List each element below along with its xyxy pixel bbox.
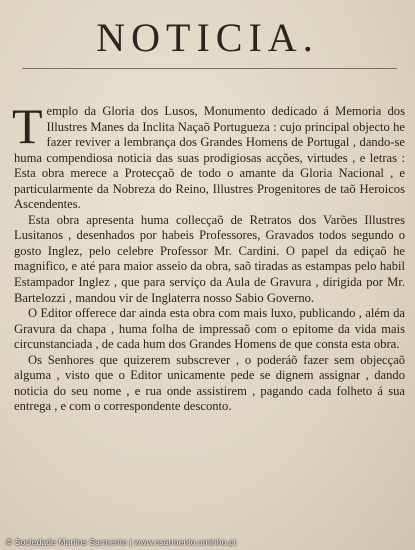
paragraph-3: O Editor offerece dar ainda esta obra com mais luxo, publicando , além da Gravura da chapa , huma folha de impressaõ com o epitome da vida mais circunstanciada , de cada hum dos Grandes Homens de que consta esta obra. bbox=[14, 306, 405, 352]
paragraph-2: Esta obra apresenta huma collecçaõ de Retratos dos Varões Illustres Lusitanos , desenhados por habeis Professores, Gravados todos segundo o gosto Inglez, pelo celebre Professor Mr. Cardini. O papel da ediçaõ he magnifico, e até para maior asseio da obra, saõ tiradas as estampas pelo habil Estampador Inglez , que para serviço da Aula de Gravura , dirigida por Mr. Bartelozzi , mandou vir de Inglaterra nosso Sabio Governo. bbox=[14, 212, 405, 305]
paragraph-4: Os Senhores que quizerem subscrever , o poderáõ fazer sem objecçaõ alguma , visto que o Editor unicamente pede se dignem assignar , dando noticia do seu nome , e rua onde assistirem , pagando cada folheto á sua entrega , e com o correspondente desconto. bbox=[14, 352, 405, 414]
paragraph-1-text: emplo da Gloria dos Lusos, Monumento dedicado á Memoria dos Illustres Manes da Inclita Naçaõ Portugueza : cujo principal objecto he fazer reviver a lembrança dos Grandes Homens de Portugal , dando-se huma compendiosa noticia das suas prodigiosas acções, virtudes , e letras : Esta obra merece a Protecçaõ de todo o amante da Gloria Nacional , e particularmente da Nobreza do Reino, Illustres Progenitores de taõ Heroicos Ascendentes. bbox=[14, 104, 405, 212]
paragraph-1 bbox=[12, 98, 405, 213]
drop-cap: T bbox=[12, 98, 43, 154]
page-title: NOTICIA. bbox=[96, 15, 319, 60]
notice-body bbox=[12, 98, 405, 415]
title-divider bbox=[22, 68, 397, 69]
copyright-caption: © Sociedade Martins Sarmento | www.csarmento.uminho.pt bbox=[6, 537, 237, 547]
